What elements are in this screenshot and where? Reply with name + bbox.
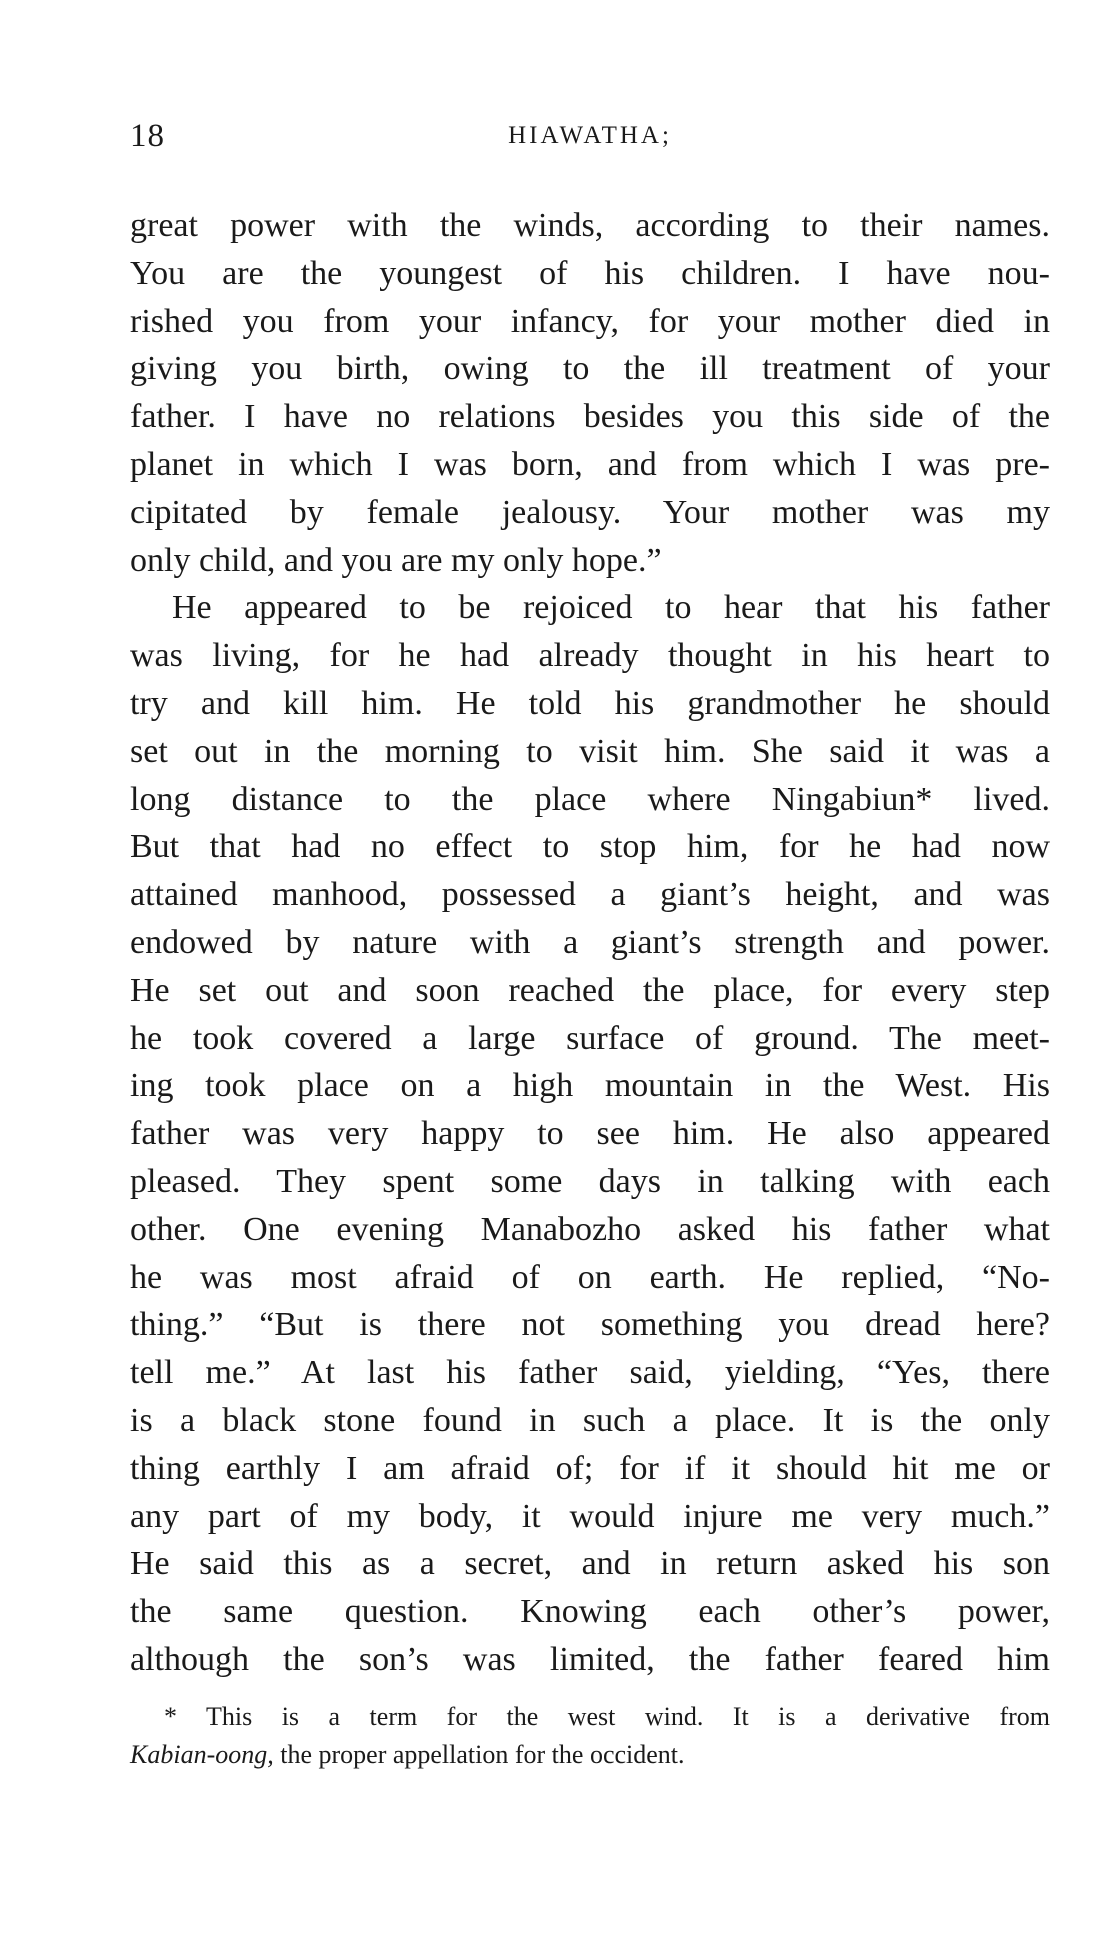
text-line: cipitated by female jealousy. Your mother was my bbox=[130, 493, 1050, 531]
text-line: ing took place on a high mountain in the West. His bbox=[130, 1067, 1050, 1105]
text-line: is a black stone found in such a place. It is the only bbox=[130, 1401, 1050, 1439]
text-line: other. One evening Manabozho asked his father what bbox=[130, 1210, 1050, 1248]
text-line: the same question. Knowing each other’s power, bbox=[130, 1593, 1050, 1631]
running-title: HIAWATHA; bbox=[508, 122, 672, 149]
text-line: tell me.” At last his father said, yielding, “Yes, there bbox=[130, 1354, 1050, 1392]
text-line: long distance to the place where Ningabiun* lived. bbox=[130, 780, 1050, 818]
footnote-line bbox=[130, 1736, 1050, 1774]
text-line: father was very happy to see him. He also appeared bbox=[130, 1115, 1050, 1153]
text-line: You are the youngest of his children. I have nou- bbox=[130, 254, 1050, 292]
text-line: planet in which I was born, and from which I was pre- bbox=[130, 445, 1050, 483]
text-line: He set out and soon reached the place, for every step bbox=[130, 971, 1050, 1009]
footnote bbox=[130, 1698, 1050, 1774]
page-header bbox=[130, 118, 1050, 158]
text-line: attained manhood, possessed a giant’s height, and was bbox=[130, 876, 1050, 914]
text-line: rished you from your infancy, for your mother died in bbox=[130, 302, 1050, 340]
footnote-italic-term: Kabian-oong, bbox=[130, 1740, 274, 1769]
text-line: thing earthly I am afraid of; for if it should hit me or bbox=[130, 1449, 1050, 1487]
footnote-line: * This is a term for the west wind. It is a derivative from bbox=[164, 1702, 1050, 1731]
text-line: thing.” “But is there not something you dread here? bbox=[130, 1306, 1050, 1344]
text-line: although the son’s was limited, the father feared him bbox=[130, 1640, 1050, 1678]
text-line: only child, and you are my only hope.” bbox=[130, 541, 662, 579]
text-line: set out in the morning to visit him. She said it was a bbox=[130, 732, 1050, 770]
text-line: giving you birth, owing to the ill treatment of your bbox=[130, 350, 1050, 388]
text-line: father. I have no relations besides you this side of the bbox=[130, 398, 1050, 436]
text-line: try and kill him. He told his grandmother he should bbox=[130, 684, 1050, 722]
text-line: But that had no effect to stop him, for he had now bbox=[130, 828, 1050, 866]
text-line: He appeared to be rejoiced to hear that his father bbox=[172, 589, 1050, 627]
text-line: he took covered a large surface of ground. The meet- bbox=[130, 1019, 1050, 1057]
text-line: any part of my body, it would injure me very much.” bbox=[130, 1497, 1050, 1535]
text-line: pleased. They spent some days in talking with each bbox=[130, 1162, 1050, 1200]
page-number: 18 bbox=[130, 118, 165, 154]
body-text bbox=[130, 202, 1050, 1684]
text-line: he was most afraid of on earth. He replied, “No- bbox=[130, 1258, 1050, 1296]
footnote-line-rest: the proper appellation for the occident. bbox=[273, 1740, 685, 1769]
text-line: great power with the winds, according to their names. bbox=[130, 207, 1050, 244]
text-line: He said this as a secret, and in return asked his son bbox=[130, 1545, 1050, 1583]
text-line: endowed by nature with a giant’s strength and power. bbox=[130, 923, 1050, 961]
text-line: was living, for he had already thought in his heart to bbox=[130, 637, 1050, 675]
